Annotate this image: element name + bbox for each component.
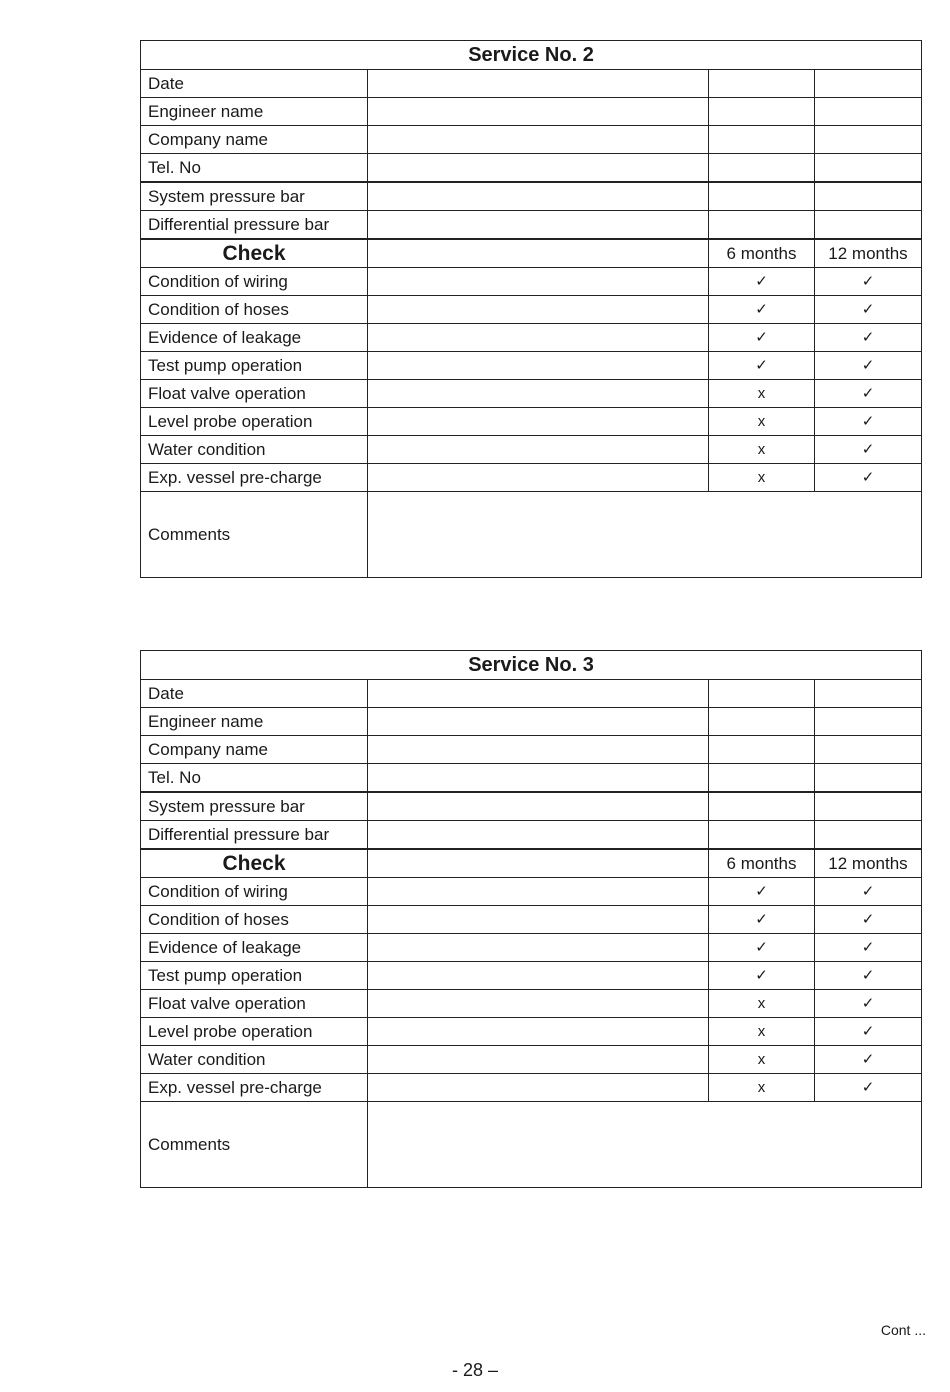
info-entry-field[interactable] — [815, 708, 922, 736]
service-2-table — [140, 40, 922, 578]
check-entry-field[interactable] — [368, 962, 709, 990]
six-months-mark: x — [709, 1018, 815, 1046]
check-label: Evidence of leakage — [141, 324, 368, 352]
check-row — [141, 380, 922, 408]
six-months-mark: ✓ — [709, 878, 815, 906]
info-label: System pressure bar — [141, 182, 368, 211]
info-entry-field[interactable] — [368, 70, 709, 98]
info-entry-field[interactable] — [368, 211, 709, 240]
six-months-mark: ✓ — [709, 268, 815, 296]
service-3-table — [140, 650, 922, 1188]
comments-label: Comments — [141, 492, 368, 578]
info-entry-field[interactable] — [709, 182, 815, 211]
blank-cell — [368, 849, 709, 878]
check-header-row — [141, 849, 922, 878]
info-label: System pressure bar — [141, 792, 368, 821]
info-label: Date — [141, 680, 368, 708]
six-months-mark: ✓ — [709, 352, 815, 380]
twelve-months-mark: ✓ — [815, 296, 922, 324]
twelve-months-header: 12 months — [815, 239, 922, 268]
info-label: Tel. No — [141, 764, 368, 793]
info-entry-field[interactable] — [709, 764, 815, 793]
check-row — [141, 464, 922, 492]
check-label: Test pump operation — [141, 352, 368, 380]
info-entry-field[interactable] — [368, 764, 709, 793]
six-months-mark: x — [709, 408, 815, 436]
check-heading: Check — [141, 239, 368, 268]
info-entry-field[interactable] — [709, 708, 815, 736]
twelve-months-mark: ✓ — [815, 380, 922, 408]
check-row — [141, 1074, 922, 1102]
check-label: Condition of wiring — [141, 268, 368, 296]
twelve-months-mark: ✓ — [815, 268, 922, 296]
info-entry-field[interactable] — [815, 764, 922, 793]
check-row — [141, 408, 922, 436]
info-row-company — [141, 126, 922, 154]
check-label: Evidence of leakage — [141, 934, 368, 962]
six-months-mark: ✓ — [709, 906, 815, 934]
twelve-months-mark: ✓ — [815, 878, 922, 906]
check-entry-field[interactable] — [368, 296, 709, 324]
check-entry-field[interactable] — [368, 1074, 709, 1102]
info-entry-field[interactable] — [815, 98, 922, 126]
check-entry-field[interactable] — [368, 324, 709, 352]
check-row — [141, 990, 922, 1018]
info-row-differential-pressure — [141, 211, 922, 240]
info-entry-field[interactable] — [815, 211, 922, 240]
info-row-tel — [141, 764, 922, 793]
check-row — [141, 324, 922, 352]
check-row — [141, 296, 922, 324]
check-label: Exp. vessel pre-charge — [141, 464, 368, 492]
info-label: Company name — [141, 126, 368, 154]
check-label: Condition of hoses — [141, 906, 368, 934]
six-months-header: 6 months — [709, 239, 815, 268]
check-row — [141, 1046, 922, 1074]
info-entry-field[interactable] — [709, 126, 815, 154]
service-title-row — [141, 651, 922, 680]
check-label: Water condition — [141, 436, 368, 464]
info-entry-field[interactable] — [368, 708, 709, 736]
check-label: Level probe operation — [141, 408, 368, 436]
check-entry-field[interactable] — [368, 408, 709, 436]
info-entry-field[interactable] — [815, 126, 922, 154]
check-row — [141, 1018, 922, 1046]
twelve-months-mark: ✓ — [815, 1018, 922, 1046]
info-row-date — [141, 70, 922, 98]
info-entry-field[interactable] — [815, 736, 922, 764]
info-row-company — [141, 736, 922, 764]
check-label: Exp. vessel pre-charge — [141, 1074, 368, 1102]
info-row-date — [141, 680, 922, 708]
six-months-mark: ✓ — [709, 934, 815, 962]
check-label: Condition of wiring — [141, 878, 368, 906]
info-entry-field[interactable] — [709, 70, 815, 98]
info-entry-field[interactable] — [368, 98, 709, 126]
check-row — [141, 436, 922, 464]
comments-field[interactable] — [368, 492, 922, 578]
check-row — [141, 352, 922, 380]
six-months-mark: x — [709, 436, 815, 464]
twelve-months-mark: ✓ — [815, 990, 922, 1018]
info-label: Date — [141, 70, 368, 98]
six-months-mark: ✓ — [709, 324, 815, 352]
six-months-mark: ✓ — [709, 962, 815, 990]
info-row-tel — [141, 154, 922, 183]
info-entry-field[interactable] — [368, 736, 709, 764]
info-row-system-pressure — [141, 182, 922, 211]
twelve-months-mark: ✓ — [815, 324, 922, 352]
twelve-months-mark: ✓ — [815, 352, 922, 380]
check-entry-field[interactable] — [368, 1046, 709, 1074]
check-label: Water condition — [141, 1046, 368, 1074]
info-label: Company name — [141, 736, 368, 764]
info-entry-field[interactable] — [709, 821, 815, 850]
info-entry-field[interactable] — [368, 792, 709, 821]
six-months-mark: x — [709, 464, 815, 492]
comments-field[interactable] — [368, 1102, 922, 1188]
check-row — [141, 268, 922, 296]
info-entry-field[interactable] — [709, 792, 815, 821]
comments-label: Comments — [141, 1102, 368, 1188]
check-row — [141, 906, 922, 934]
info-label: Engineer name — [141, 708, 368, 736]
check-label: Float valve operation — [141, 990, 368, 1018]
info-entry-field[interactable] — [815, 821, 922, 850]
six-months-header: 6 months — [709, 849, 815, 878]
check-entry-field[interactable] — [368, 878, 709, 906]
twelve-months-mark: ✓ — [815, 436, 922, 464]
info-entry-field[interactable] — [709, 736, 815, 764]
check-heading: Check — [141, 849, 368, 878]
check-row — [141, 878, 922, 906]
info-label: Engineer name — [141, 98, 368, 126]
info-entry-field[interactable] — [815, 792, 922, 821]
info-entry-field[interactable] — [709, 154, 815, 183]
info-label: Differential pressure bar — [141, 211, 368, 240]
info-entry-field[interactable] — [815, 182, 922, 211]
check-entry-field[interactable] — [368, 990, 709, 1018]
service-title-row — [141, 41, 922, 70]
info-entry-field[interactable] — [815, 70, 922, 98]
info-entry-field[interactable] — [368, 182, 709, 211]
blank-cell — [368, 239, 709, 268]
check-label: Level probe operation — [141, 1018, 368, 1046]
check-header-row — [141, 239, 922, 268]
six-months-mark: ✓ — [709, 296, 815, 324]
twelve-months-mark: ✓ — [815, 962, 922, 990]
service-title: Service No. 3 — [141, 651, 922, 680]
six-months-mark: x — [709, 990, 815, 1018]
info-entry-field[interactable] — [815, 680, 922, 708]
twelve-months-mark: ✓ — [815, 906, 922, 934]
six-months-mark: x — [709, 1074, 815, 1102]
check-label: Test pump operation — [141, 962, 368, 990]
check-entry-field[interactable] — [368, 436, 709, 464]
check-label: Float valve operation — [141, 380, 368, 408]
twelve-months-mark: ✓ — [815, 464, 922, 492]
continued-note: Cont ... — [880, 1322, 926, 1338]
info-row-differential-pressure — [141, 821, 922, 850]
check-row — [141, 962, 922, 990]
info-label: Differential pressure bar — [141, 821, 368, 850]
page-number: - 28 – — [451, 1360, 499, 1380]
info-row-engineer — [141, 708, 922, 736]
check-row — [141, 934, 922, 962]
info-entry-field[interactable] — [709, 211, 815, 240]
info-entry-field[interactable] — [368, 126, 709, 154]
info-row-engineer — [141, 98, 922, 126]
comments-row — [141, 1102, 922, 1188]
info-entry-field[interactable] — [368, 821, 709, 850]
info-entry-field[interactable] — [815, 154, 922, 183]
twelve-months-mark: ✓ — [815, 934, 922, 962]
twelve-months-header: 12 months — [815, 849, 922, 878]
check-entry-field[interactable] — [368, 1018, 709, 1046]
six-months-mark: x — [709, 380, 815, 408]
twelve-months-mark: ✓ — [815, 408, 922, 436]
check-entry-field[interactable] — [368, 934, 709, 962]
info-entry-field[interactable] — [368, 680, 709, 708]
check-entry-field[interactable] — [368, 352, 709, 380]
service-title: Service No. 2 — [141, 41, 922, 70]
info-entry-field[interactable] — [709, 680, 815, 708]
check-entry-field[interactable] — [368, 268, 709, 296]
six-months-mark: x — [709, 1046, 815, 1074]
twelve-months-mark: ✓ — [815, 1074, 922, 1102]
info-entry-field[interactable] — [709, 98, 815, 126]
info-entry-field[interactable] — [368, 154, 709, 183]
check-entry-field[interactable] — [368, 906, 709, 934]
info-row-system-pressure — [141, 792, 922, 821]
check-entry-field[interactable] — [368, 464, 709, 492]
check-entry-field[interactable] — [368, 380, 709, 408]
info-label: Tel. No — [141, 154, 368, 183]
check-label: Condition of hoses — [141, 296, 368, 324]
comments-row — [141, 492, 922, 578]
twelve-months-mark: ✓ — [815, 1046, 922, 1074]
